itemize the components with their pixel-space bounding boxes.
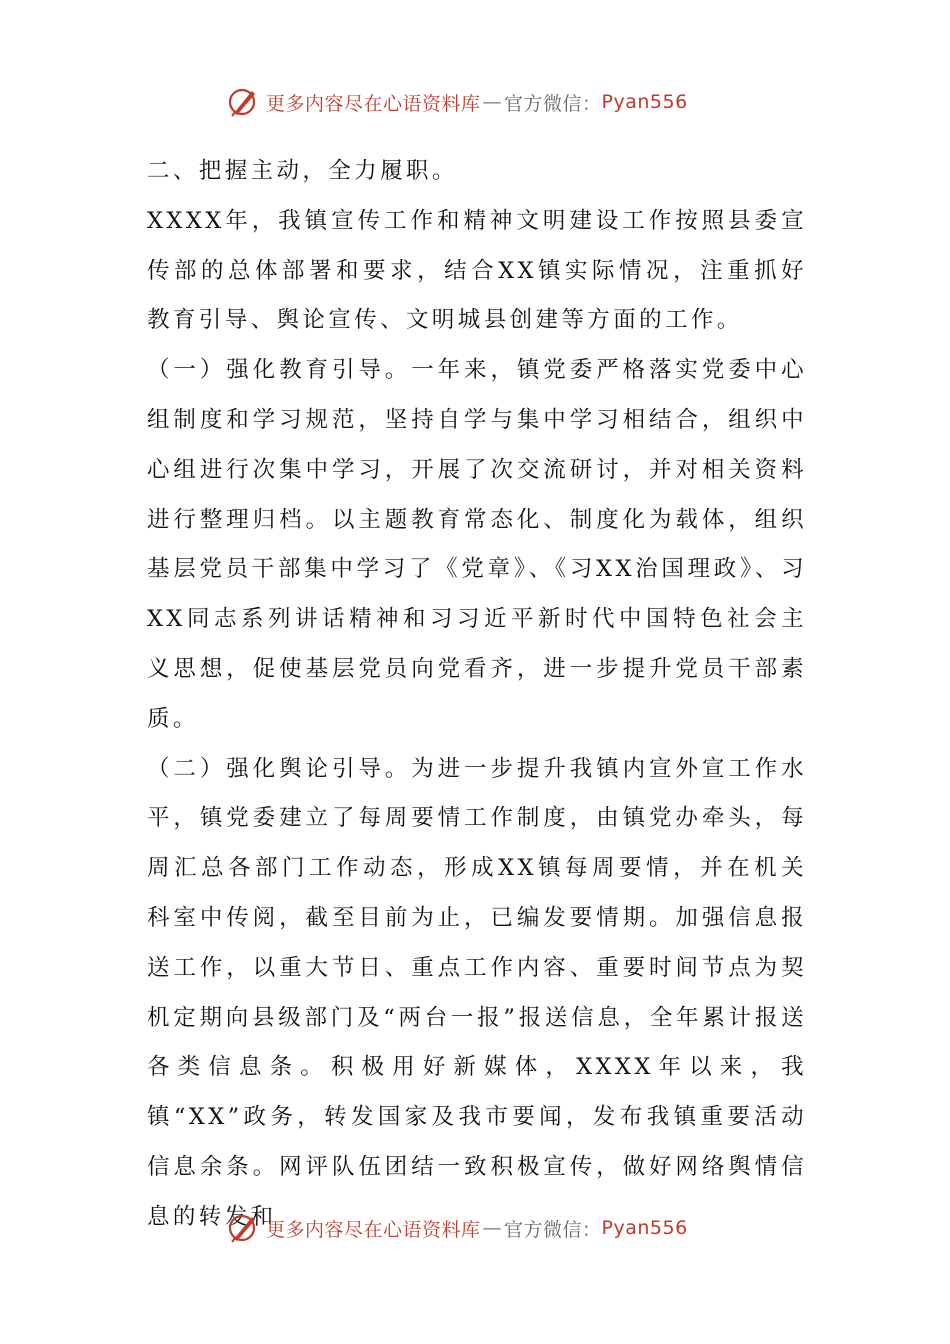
paragraph-education-guidance: （一）强化教育引导。一年来，镇党委严格落实党委中心组制度和学习规范，坚持自学与集中学习相结合，组织中心组进行次集中学习，开展了次交流研讨，并对相关资料进行整理归档。以主题教育常态化、制度化为载体，组织基层党员干部集中学习了《党章》、《习XX治国理政》、习XX同志系列讲话精神和习习近平新时代中国特色社会主义思想，促使基层党员向党看齐，进一步提升党员干部素质。: [147, 357, 807, 732]
document-body: [147, 147, 807, 1243]
watermark-header: [226, 82, 688, 122]
paragraph-intro: XXXX年，我镇宣传工作和精神文明建设工作按照县委宣传部的总体部署和要求，结合XX镇实际情况，注重抓好教育引导、舆论宣传、文明城县创建等方面的工作。: [147, 207, 807, 334]
paragraph-public-opinion-guidance: （二）强化舆论引导。为进一步提升我镇内宣外宣工作水平，镇党委建立了每周要情工作制度，由镇党办牵头，每周汇总各部门工作动态，形成XX镇每周要情，并在机关科室中传阅，截至目前为止，已编发要情期。加强信息报送工作，以重大节日、重点工作内容、重要时间节点为契机定期向县级部门及“两台一报”报送信息，全年累计报送各类信息条。积极用好新媒体，XXXX年以来，我镇“XX”政务，转发国家及我市要闻，发布我镇重要活动信息余条。网评队伍团结一致积极宣传，做好网络舆情信息的转发和: [147, 755, 807, 1230]
watermark-site-text: 更多内容尽在心语资料库: [266, 92, 481, 115]
watermark-wechat-id: Pyan556: [601, 91, 688, 113]
watermark-wechat-label: 官方微信：: [504, 92, 602, 115]
watermark-footer: [226, 1208, 688, 1248]
watermark-wechat-id: Pyan556: [601, 1217, 688, 1239]
watermark-separator: —: [482, 1217, 503, 1239]
watermark-site-text: 更多内容尽在心语资料库: [266, 1218, 481, 1241]
watermark-separator: —: [482, 91, 503, 113]
watermark-wechat-label: 官方微信：: [504, 1218, 602, 1241]
quill-logo-icon: [226, 85, 260, 119]
quill-logo-icon: [226, 1211, 260, 1245]
section-heading: 二、把握主动，全力履职。: [147, 158, 458, 184]
